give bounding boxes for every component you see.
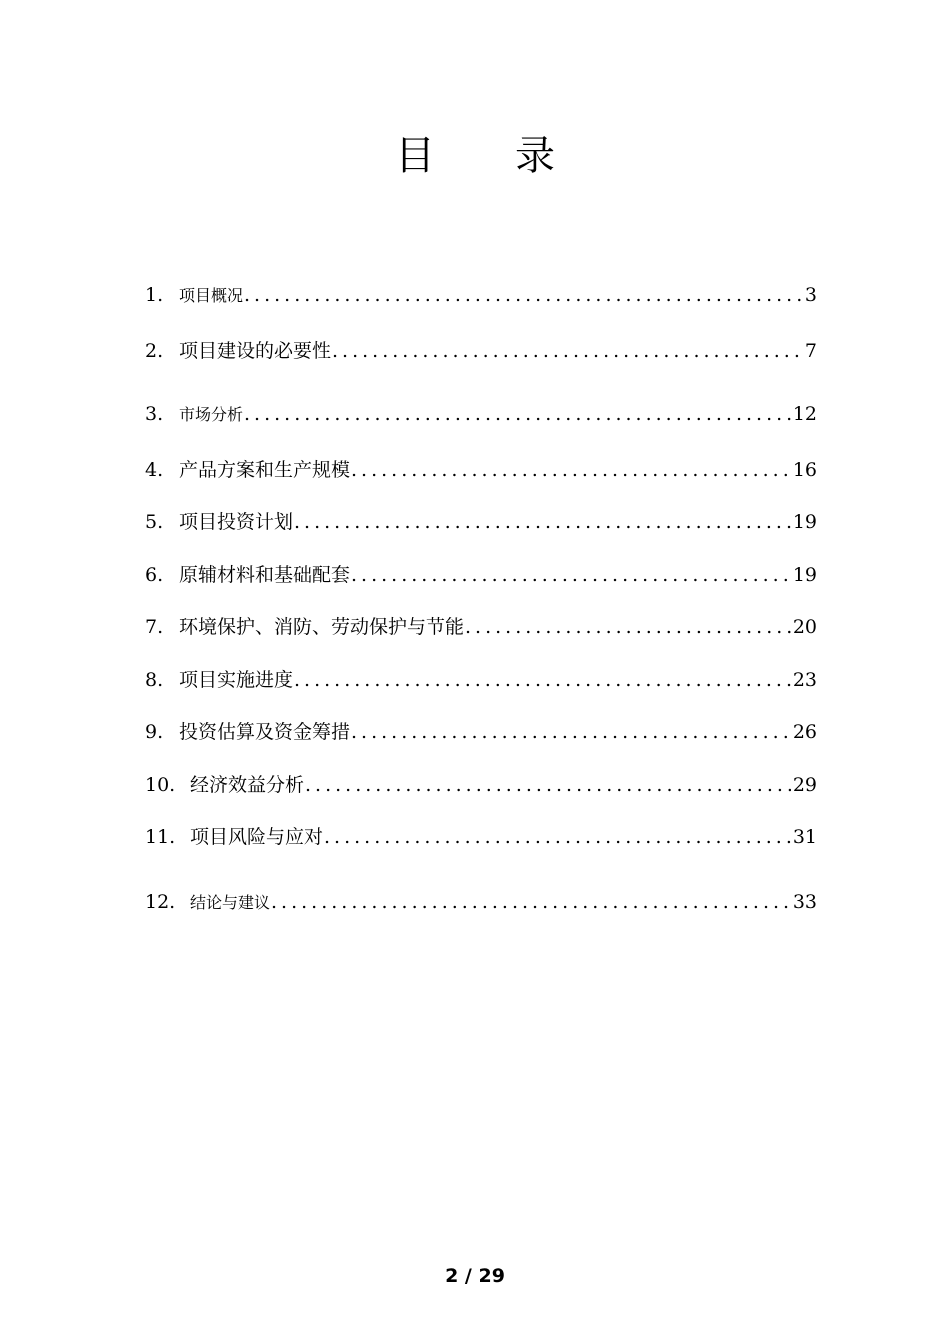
toc-entry-title: 项目概况 — [179, 286, 244, 305]
toc-entry-number: 3. — [145, 403, 164, 425]
toc-entry[interactable] — [145, 508, 817, 536]
toc-entry-number: 6. — [145, 564, 164, 586]
page-indicator: 2 / 29 — [445, 1265, 505, 1287]
toc-leader-dots — [294, 508, 791, 536]
toc-entry-title: 项目建设的必要性 — [179, 340, 332, 362]
toc-entry[interactable] — [145, 561, 817, 589]
toc-entry[interactable] — [145, 456, 817, 484]
toc-entry[interactable] — [145, 613, 817, 641]
toc-entry-title: 环境保护、消防、劳动保护与节能 — [179, 616, 465, 638]
toc-entry-page: 12 — [792, 403, 817, 425]
toc-entry[interactable] — [145, 400, 817, 428]
toc-entry-page: 19 — [792, 564, 817, 586]
toc-entry-page: 20 — [792, 616, 817, 638]
toc-entry-number: 12. — [145, 891, 176, 913]
toc-entry[interactable] — [145, 281, 817, 309]
toc-leader-dots — [465, 613, 791, 641]
toc-entry-page: 3 — [804, 284, 817, 306]
toc-entry-page: 33 — [792, 891, 817, 913]
toc-entry-page: 26 — [792, 721, 817, 743]
toc-entry[interactable] — [145, 771, 817, 799]
toc-entry-number: 5. — [145, 511, 164, 533]
toc-entry-number: 2. — [145, 340, 164, 362]
toc-entry[interactable] — [145, 718, 817, 746]
toc-entry-page: 29 — [792, 774, 817, 796]
toc-entry-title: 原辅材料和基础配套 — [179, 564, 351, 586]
toc-entry[interactable] — [145, 823, 817, 851]
toc-leader-dots — [351, 718, 791, 746]
toc-heading-char-1: 目 — [395, 133, 435, 179]
toc-leader-dots — [351, 456, 791, 484]
toc-entry-page: 31 — [792, 826, 817, 848]
toc-entry-title: 经济效益分析 — [190, 774, 305, 796]
toc-entry-number: 9. — [145, 721, 164, 743]
toc-heading-char-2: 录 — [515, 133, 555, 179]
toc-entry-title: 结论与建议 — [190, 893, 271, 912]
toc-leader-dots — [294, 666, 791, 694]
toc-entry-title: 项目实施进度 — [179, 669, 294, 691]
toc-leader-dots — [244, 281, 803, 309]
toc-leader-dots — [305, 771, 791, 799]
toc-entry-number: 7. — [145, 616, 164, 638]
toc-entry-page: 16 — [792, 459, 817, 481]
toc-entry[interactable] — [145, 666, 817, 694]
toc-leader-dots — [351, 561, 791, 589]
toc-leader-dots — [332, 337, 803, 365]
toc-entry-page: 19 — [792, 511, 817, 533]
toc-heading — [0, 128, 950, 184]
toc-entry-page: 23 — [792, 669, 817, 691]
toc-entry-number: 1. — [145, 284, 164, 306]
toc-entry-title: 项目投资计划 — [179, 511, 294, 533]
toc-entry[interactable] — [145, 888, 817, 916]
toc-entry[interactable] — [145, 337, 817, 365]
toc-leader-dots — [324, 823, 791, 851]
toc-leader-dots — [271, 888, 791, 916]
toc-entry-title: 项目风险与应对 — [190, 826, 324, 848]
toc-entry-page: 7 — [804, 340, 817, 362]
toc-leader-dots — [244, 400, 791, 428]
toc-entry-number: 4. — [145, 459, 164, 481]
toc-entry-number: 10. — [145, 774, 176, 796]
toc-entry-title: 产品方案和生产规模 — [179, 459, 351, 481]
toc-entry-number: 8. — [145, 669, 164, 691]
toc-entry-number: 11. — [145, 826, 176, 848]
toc-entry-title: 投资估算及资金筹措 — [179, 721, 351, 743]
toc-entry-title: 市场分析 — [179, 405, 244, 424]
